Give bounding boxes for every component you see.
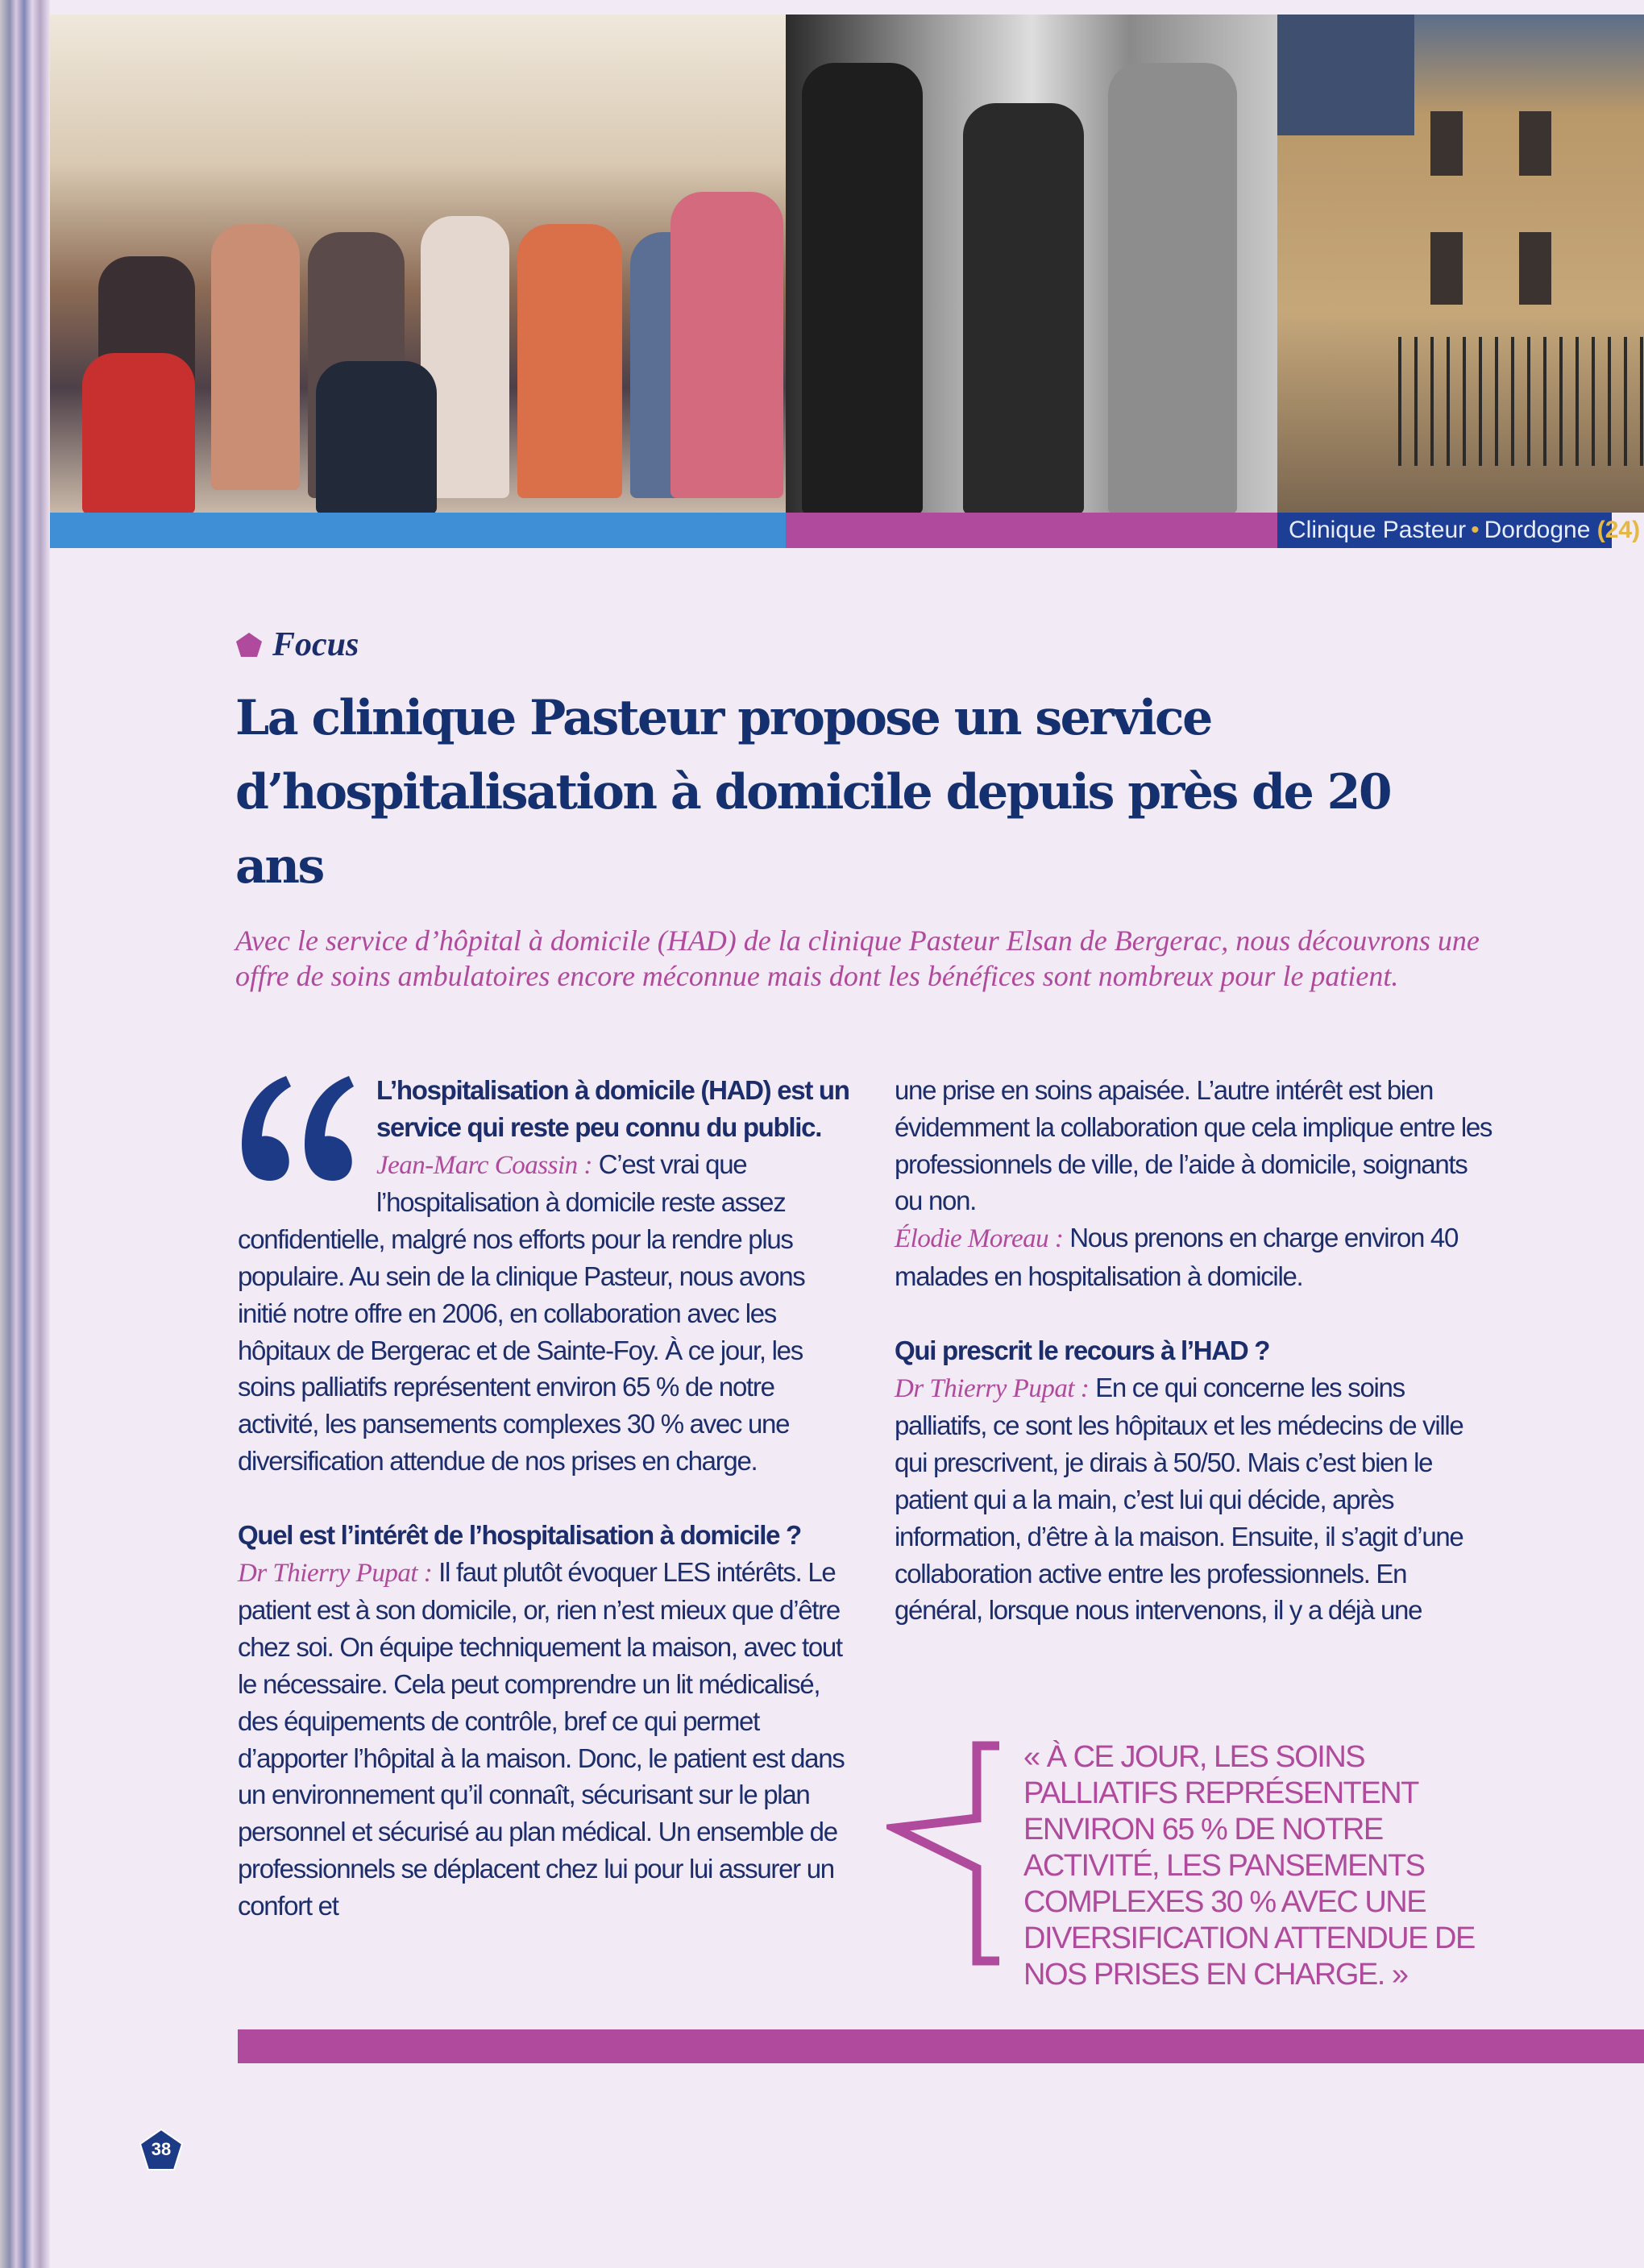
pentagon-icon: [235, 632, 263, 658]
team-group-photo: [50, 15, 786, 513]
answer-text: Il faut plutôt évoquer LES intérêts. Le patient est à son domicile, or, rien n’est mieux que d’être chez soi. On équipe techniquement la maison, avec tout le nécessaire. Cela peut comprendre un lit médicalisé, des équipements de contrôle, bref ce qui permet d’apporter l’hôpital à la maison. Donc, le patient est dans un environnement qu’il connaît, sécurisant sur le plan personnel et sécurisé au plan médical. Un ensemble de professionnels se déplacent chez lui pour lui assurer un confort et: [238, 1556, 845, 1921]
focus-kicker: [235, 625, 359, 664]
curly-brace-icon: [886, 1739, 1007, 1969]
pull-quote-text: « À CE JOUR, LES SOINS PALLIATIFS REPRÉSENTENT ENVIRON 65 % DE NOTRE ACTIVITÉ, LES PANSEMENTS COMPLEXES 30 % AVEC UNE DIVERSIFICATION ATTENDUE DE NOS PRISES EN CHARGE. »: [1023, 1740, 1475, 1992]
article-standfirst: Avec le service d’hôpital à domicile (HAD) de la clinique Pasteur Elsan de Bergerac, nous découvrons une offre de soins ambulatoires encore méconnue mais dont les bénéfices sont nombreux pour le patient.: [235, 924, 1480, 992]
answer-paragraph: [895, 1369, 1495, 1630]
speaker-name: Élodie Moreau :: [895, 1224, 1064, 1254]
interview-question: Qui prescrit le recours à l’HAD ?: [895, 1335, 1270, 1365]
answer-paragraph: [238, 1146, 850, 1480]
caption-clinic-name: Clinique Pasteur: [1289, 517, 1467, 543]
answer-text: C’est vrai que l’hospitalisation à domicile reste assez confidentielle, malgré nos efforts pour la rendre plus populaire. Au sein de la clinique Pasteur, nous avons initié notre offre en 2006, en collaboration avec les hôpitaux de Bergerac et de Sainte-Foy. À ce jour, les soins palliatifs représentent environ 65 % de notre activité, les pansements complexes 30 % avec une diversification attendue de nos prises en charge.: [238, 1149, 805, 1476]
left-column: [238, 1072, 850, 1925]
answer-paragraph: [895, 1219, 1495, 1295]
answer-text: En ce qui concerne les soins palliatifs, ce sont les hôpitaux et les médecins de ville qui prescrivent, je dirais à 50/50. Mais c’est bien le patient qui a la main, c’est lui qui décide, après information, d’être à la maison. Ensuite, il s’agit d’une collaboration active entre les professionnels. En général, lorsque nous intervenons, il y a déjà une: [895, 1372, 1463, 1626]
answer-paragraph: une prise en soins apaisée. L’autre intérêt est bien évidemment la collaboration que cela implique entre les professionnels de ville, de l’aide à domicile, soignants ou non.: [895, 1075, 1492, 1216]
caption-separator: •: [1471, 517, 1480, 543]
photo-accent-bar-blue: [50, 513, 786, 548]
speaker-name: Dr Thierry Pupat :: [895, 1373, 1090, 1403]
speaker-name: Jean-Marc Coassin :: [376, 1150, 592, 1180]
photo-accent-bar-magenta: [786, 513, 1277, 548]
interview-question: Quel est l’intérêt de l’hospitalisation à domicile ?: [238, 1519, 801, 1550]
answer-paragraph: [238, 1554, 850, 1925]
clinic-building-photo: [1277, 15, 1644, 513]
photo-caption: [1277, 513, 1641, 548]
open-quote-icon: [238, 1072, 359, 1185]
article-title: La clinique Pasteur propose un service d’hospitalisation à domicile depuis près de 20 ans: [235, 690, 1391, 895]
page-binding-edge: [0, 0, 50, 2268]
page-number-badge: [139, 2128, 184, 2171]
page-number: 38: [151, 2139, 172, 2159]
right-column: [895, 1072, 1495, 1629]
footer-accent-band: [238, 2029, 1644, 2063]
caption-region: Dordogne: [1484, 517, 1591, 543]
staff-trio-photo: [786, 15, 1277, 513]
answer-text: Nous prenons en charge environ 40 malades en hospitalisation à domicile.: [895, 1223, 1459, 1291]
lead-question: L’hospitalisation à domicile (HAD) est un service qui reste peu connu du public.: [376, 1075, 849, 1142]
focus-label: Focus: [272, 626, 359, 663]
speaker-name: Dr Thierry Pupat :: [238, 1558, 433, 1588]
caption-department-code: (24): [1596, 517, 1641, 543]
